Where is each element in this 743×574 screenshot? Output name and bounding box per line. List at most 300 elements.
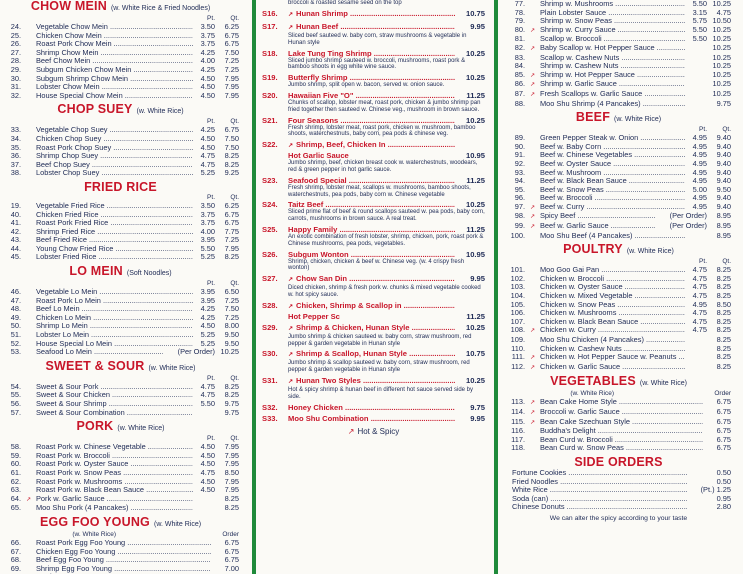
pint-price: 3.15	[692, 7, 707, 17]
quart-price: 9.40	[716, 141, 731, 151]
item-price: 0.50	[716, 467, 731, 477]
special-item	[262, 376, 485, 401]
item-name: Vegetable Lo Mein .....	[36, 288, 193, 297]
section-subtitle: (w. White Rice)	[72, 530, 117, 538]
quart-price: 9.75	[224, 399, 239, 408]
pint-price: 5.25	[200, 252, 215, 262]
item-name: Moo Shu Combination .....	[288, 414, 455, 423]
quart-price: 9.75	[716, 98, 731, 108]
quart-price: 9.40	[716, 193, 731, 203]
item-name: Baby Scallop w. Hot Pepper Sauce .....	[540, 44, 685, 53]
item-name: Sweet & Sour Pork .....	[36, 383, 193, 392]
item-price: (Pt.) 1.25	[700, 485, 731, 495]
hot-spicy-icon: ↗	[530, 419, 536, 426]
pint-price: 4.75	[692, 325, 707, 335]
section-heading	[506, 243, 731, 258]
item-name: Roast Pork Egg Foo Young .....	[36, 539, 211, 548]
pint-label: Pt.	[207, 193, 215, 201]
quart-price: 7.50	[224, 133, 239, 143]
hot-spicy-icon: ↗	[347, 426, 355, 436]
menu-item	[506, 436, 731, 445]
special-item	[262, 140, 485, 174]
item-name: Shrimp Egg Foo Young .....	[36, 565, 211, 574]
pint-price: 3.95	[200, 287, 215, 297]
section-subtitle: (w. White Rice)	[148, 364, 196, 372]
quart-price: 10.25	[712, 0, 731, 8]
quart-price: 7.95	[224, 485, 239, 495]
item-name: Beef w. Oyster Sauce .....	[540, 160, 685, 169]
menu-item	[506, 427, 731, 436]
menu-item	[2, 92, 239, 101]
item-name: Chow San Din .....	[296, 274, 455, 283]
hot-spicy-icon: ↗	[288, 378, 294, 385]
pint-price: 3.75	[200, 30, 215, 40]
item-name: Shrimp & Chicken, Hunan Style .....	[296, 323, 455, 332]
item-number: 68.	[10, 555, 21, 565]
special-item	[262, 225, 485, 248]
quart-price: 8.25	[716, 265, 731, 275]
item-name: Chicken Lo Mein .....	[36, 314, 193, 323]
item-price: 10.25	[465, 200, 485, 210]
item-number: 36.	[10, 151, 21, 161]
item-price: 10.25	[465, 48, 485, 58]
item-name: Roast Pork Lo Mein .....	[36, 297, 193, 306]
item-description: Sliced prime flat of beef & round scallops sauteed w. pea pods, baby corn, carrots, mushrooms in brown sauce. A real treat.	[288, 209, 485, 223]
quart-price: 7.95	[224, 243, 239, 253]
item-description: Hot & spicy shrimp & hunan beef in different hot sauce served side by side.	[288, 386, 473, 400]
item-number: 86.	[514, 79, 525, 89]
hot-spicy-legend	[262, 427, 485, 436]
special-item	[262, 116, 485, 139]
hot-spicy-icon: ↗	[530, 27, 536, 34]
item-number: 98.	[514, 211, 525, 221]
special-item-row	[262, 73, 485, 82]
item-name: Fried Noodles .....	[506, 478, 687, 487]
special-item-row	[262, 250, 485, 259]
menu-item	[506, 326, 731, 336]
item-price: 11.25	[466, 224, 485, 234]
item-name: Chicken w. Black Bean Sauce .....	[540, 318, 685, 327]
menu-item	[2, 504, 239, 513]
quart-price: 8.25	[224, 503, 239, 513]
item-number: S27.	[262, 274, 278, 284]
quart-price: 8.95	[716, 230, 731, 240]
menu-item	[2, 253, 239, 262]
section-heading	[506, 456, 731, 469]
item-name: Shrimp w. Mushrooms .....	[540, 0, 685, 9]
menu-item	[506, 363, 731, 373]
special-item	[262, 22, 485, 47]
item-name-continued	[262, 151, 485, 160]
pint-price: 3.75	[200, 218, 215, 228]
pint-price: 4.50	[200, 73, 215, 83]
item-number: 65.	[10, 503, 21, 513]
item-number: 43.	[10, 235, 21, 245]
menu-item	[506, 418, 731, 428]
pint-price: 4.75	[692, 282, 707, 292]
item-number: 77.	[514, 0, 525, 8]
quart-price: 9.40	[716, 158, 731, 168]
hot-spicy-icon: ↗	[288, 12, 294, 18]
quart-price: 8.25	[716, 361, 731, 371]
left-column	[0, 0, 247, 574]
item-number: S33.	[262, 413, 278, 423]
quart-price: 10.25	[712, 69, 731, 79]
item-name: Buddha's Delight .....	[540, 427, 703, 436]
item-name: Beef Egg Foo Young .....	[36, 556, 211, 565]
pint-label: Pt.	[699, 126, 707, 134]
quart-price: 9.50	[224, 330, 239, 340]
item-number: S31.	[262, 375, 278, 385]
item-name: Shrimp Chow Mein .....	[36, 49, 193, 58]
order-label: Order	[714, 390, 731, 398]
special-item	[262, 349, 485, 374]
pint-price: 4.75	[692, 291, 707, 301]
quart-price: 8.50	[716, 299, 731, 309]
menu-item	[2, 169, 239, 178]
item-name: House Special Chow Mein .....	[36, 92, 193, 101]
quart-price: 8.00	[224, 321, 239, 331]
menu-item	[2, 409, 239, 418]
item-number: 67.	[10, 546, 21, 556]
item-number: S22.	[262, 140, 278, 150]
item-name: Beef w. Baby Corn .....	[540, 143, 685, 152]
quart-price: 6.75	[224, 39, 239, 49]
item-name: Chicken w. Oyster Sauce .....	[540, 283, 685, 292]
item-name: Roast Pork Fried Rice .....	[36, 219, 193, 228]
legend-label: Hot & Spicy	[357, 426, 400, 436]
item-number: S16.	[262, 9, 278, 18]
item-number: 100.	[510, 230, 525, 240]
pint-price: 4.50	[200, 142, 215, 152]
item-name: Subgum Shrimp Chow Mein .....	[36, 75, 193, 84]
item-price: 10.95	[465, 151, 485, 161]
item-price: 6.75	[716, 434, 731, 444]
item-name: Chicken w. Mixed Vegetable .....	[540, 292, 685, 301]
item-name: Lobster Lo Mein .....	[36, 331, 193, 340]
price-column-header	[2, 531, 239, 539]
item-number: 89.	[514, 133, 525, 143]
section-heading	[506, 375, 731, 390]
item-name: Beef Lo Mein .....	[36, 305, 193, 314]
special-item-row	[262, 91, 485, 100]
item-number: 64.	[10, 493, 21, 503]
item-name: Plain Lobster Sauce .....	[540, 9, 685, 18]
section-title: CHOW MEIN	[30, 0, 107, 13]
item-name: Lobster Chop Suey .....	[36, 169, 193, 178]
item-name: White Rice .....	[506, 486, 687, 495]
menu-item	[506, 44, 731, 54]
item-number: 48.	[10, 304, 21, 314]
quart-price: 8.25	[716, 273, 731, 283]
pint-price: 5.50	[692, 34, 707, 44]
item-number: 103.	[510, 282, 525, 292]
pint-price: 4.95	[692, 176, 707, 186]
item-price: 7.00	[224, 563, 239, 573]
quart-price: 8.25	[224, 151, 239, 161]
quart-label: Qt.	[722, 126, 731, 134]
pint-price: 4.25	[200, 304, 215, 314]
item-name: Moo Shu Chicken (4 Pancakes) .....	[540, 336, 685, 345]
section-subtitle: (Soft Noodles)	[126, 270, 172, 278]
item-name: Beef Chop Suey .....	[36, 161, 193, 170]
item-number: 82.	[514, 42, 525, 52]
quart-price: 7.25	[224, 312, 239, 322]
quart-label: Qt.	[722, 258, 731, 266]
quart-label: Qt.	[230, 435, 239, 443]
menu-item	[506, 469, 731, 478]
quart-price: 9.40	[716, 133, 731, 143]
item-name: Seafood Lo Mein .....	[36, 348, 163, 357]
item-name: Hot Pepper Sc	[288, 311, 340, 321]
section-heading	[2, 516, 239, 531]
special-item-row	[262, 301, 485, 312]
hot-spicy-icon: ↗	[288, 25, 294, 31]
quart-price: 7.95	[224, 90, 239, 100]
quart-price: 7.25	[224, 295, 239, 305]
quart-label: Qt.	[230, 193, 239, 201]
special-item	[262, 414, 485, 423]
item-description: broccoli & roasted sesame seed on the top	[288, 0, 402, 6]
item-name: Subgum Wonton .....	[288, 250, 455, 259]
item-number: 38.	[10, 168, 21, 178]
quart-price: 7.95	[224, 82, 239, 92]
quart-price: 7.75	[224, 226, 239, 236]
hot-spicy-icon: ↗	[530, 409, 536, 416]
quart-price: 8.25	[224, 381, 239, 391]
item-name: Shrimp w. Cashew Nuts .....	[540, 62, 685, 71]
item-number: S21.	[262, 115, 278, 125]
pint-price: 5.25	[200, 338, 215, 348]
item-name: Scallop w. Cashew Nuts .....	[540, 54, 685, 63]
quart-price: 7.50	[224, 142, 239, 152]
item-number: 79.	[514, 16, 525, 26]
pint-price: 4.75	[692, 316, 707, 326]
pint-price: 3.50	[200, 22, 215, 31]
quart-price: 4.75	[716, 7, 731, 17]
item-number: 35.	[10, 142, 21, 152]
item-name: Roast Pork w. Black Bean Sauce .....	[36, 486, 193, 495]
right-column	[500, 0, 743, 574]
item-number: 85.	[514, 69, 525, 79]
item-name: Four Seasons .....	[288, 116, 455, 125]
item-number: 118.	[511, 443, 525, 453]
item-name: Bean Curd w. Snow Peas .....	[540, 444, 703, 453]
item-number: 53.	[10, 347, 21, 357]
item-name: Shrimp w. Snow Peas .....	[540, 17, 685, 26]
item-name: Roast Pork Chop Suey .....	[36, 144, 193, 153]
quart-price: 7.25	[224, 235, 239, 245]
item-name: Chicken w. Hot Pepper Sauce w. Peanuts .....	[540, 353, 685, 362]
quart-price: 6.75	[224, 209, 239, 219]
item-price: 10.25	[465, 375, 485, 385]
item-name: Beef w. Chinese Vegetables .....	[540, 151, 685, 160]
pint-price: 4.50	[200, 485, 215, 495]
pint-price: 5.25	[200, 330, 215, 340]
item-number: 96.	[514, 193, 525, 203]
item-name: Young Chow Fried Rice .....	[36, 245, 193, 254]
special-item	[262, 200, 485, 223]
item-number: 29.	[10, 64, 21, 74]
pint-price: 4.50	[200, 459, 215, 469]
item-name: Chicken w. Broccoli .....	[540, 275, 685, 284]
special-item-row	[262, 225, 485, 234]
item-name: Fresh Scallops w. Garlic Sauce .....	[540, 90, 685, 99]
pint-price: 4.75	[200, 381, 215, 391]
item-number: 112.	[511, 361, 525, 371]
special-item-row	[262, 9, 485, 20]
item-name: Sweet & Sour Shrimp .....	[36, 400, 193, 409]
item-price: 9.95	[470, 413, 485, 423]
quart-label: Qt.	[230, 15, 239, 22]
item-name: Hunan Beef .....	[296, 22, 455, 31]
item-name: Roast Pork w. Broccoli .....	[36, 452, 193, 461]
item-number: 99.	[514, 221, 525, 231]
quart-price: 6.25	[224, 200, 239, 210]
pint-label: Pt.	[207, 280, 215, 288]
menu-item	[2, 556, 239, 565]
menu-item	[506, 100, 731, 109]
item-number: 91.	[514, 150, 525, 160]
item-number: 57.	[10, 407, 21, 417]
item-number: 50.	[10, 321, 21, 331]
item-price: 6.75	[716, 406, 731, 416]
item-name: Fortune Cookies .....	[506, 469, 687, 478]
quart-price: 10.25	[712, 52, 731, 62]
item-number: 28.	[10, 56, 21, 66]
section-heading	[506, 111, 731, 126]
item-number: 102.	[510, 273, 525, 283]
hot-spicy-icon: ↗	[288, 303, 294, 310]
item-name: Roast Pork Chow Mein .....	[36, 40, 193, 49]
item-number: 109.	[510, 335, 525, 344]
pint-price: 4.25	[200, 47, 215, 57]
quart-price: 9.40	[716, 150, 731, 160]
pint-price: 4.50	[200, 90, 215, 100]
quart-price: 7.95	[224, 442, 239, 452]
section-heading	[2, 103, 239, 118]
pint-price: 4.95	[692, 141, 707, 151]
item-number: S18.	[262, 48, 278, 58]
pint-price: 3.95	[200, 295, 215, 305]
quart-price: 9.40	[716, 176, 731, 186]
special-item	[262, 176, 485, 199]
side-orders-list	[506, 469, 731, 512]
item-number: S24.	[262, 200, 278, 210]
item-name: Shrimp w. Garlic Sauce .....	[540, 80, 685, 89]
special-item-row	[262, 49, 485, 58]
item-name: Taitz Beef .....	[288, 200, 455, 209]
pint-price: 4.95	[692, 201, 707, 211]
section-title: EGG FOO YOUNG	[39, 514, 150, 529]
item-name: Sweet & Sour Combination .....	[36, 409, 193, 418]
item-name: Chicken, Shrimp & Scallop in .....	[296, 301, 455, 310]
pint-price: 4.75	[200, 467, 215, 477]
item-name: Beef Fried Rice .....	[36, 236, 193, 245]
item-number: S32.	[262, 402, 278, 412]
item-name: Chicken w. Curry .....	[540, 326, 685, 335]
pint-price: 4.50	[200, 476, 215, 486]
menu-item	[506, 486, 731, 495]
item-number: 90.	[514, 141, 525, 151]
hot-spicy-icon: ↗	[530, 400, 536, 407]
item-name: Vegetable Fried Rice .....	[36, 202, 193, 211]
item-name: Beef Chow Mein .....	[36, 57, 193, 66]
item-name: Chicken Chop Suey .....	[36, 135, 193, 144]
quart-price: 9.75	[224, 407, 239, 417]
order-label: Order	[222, 530, 239, 538]
quart-price: 8.25	[716, 325, 731, 335]
menu-item	[2, 400, 239, 409]
quart-price: 8.25	[716, 335, 731, 344]
special-item-row	[262, 414, 485, 423]
special-item-row	[262, 274, 485, 285]
special-item-row	[262, 116, 485, 125]
hot-spicy-icon: ↗	[530, 204, 536, 211]
item-number: 59.	[10, 450, 21, 460]
item-name: Roast Pork w. Mushrooms .....	[36, 478, 193, 487]
section-title: LO MEIN	[69, 264, 123, 279]
item-description: Shrimp, chicken, chicken & beef w. Chinese veg. (w. 4 crispy fresh wonton)	[288, 258, 465, 272]
pint-price: 4.75	[200, 390, 215, 400]
item-number: 58.	[10, 442, 21, 452]
item-name: Lake Tung Ting Shrimp .....	[288, 49, 455, 58]
item-number: 115.	[511, 416, 525, 426]
item-price: 0.95	[716, 493, 731, 503]
item-name: Chicken Chow Mein .....	[36, 32, 193, 41]
pint-price: 3.50	[200, 200, 215, 210]
quart-price: 9.50	[716, 184, 731, 194]
pint-price: 4.00	[200, 56, 215, 66]
item-name: Beef w. Curry .....	[540, 203, 685, 212]
item-name: Vegetable Chow Mein .....	[36, 23, 193, 32]
item-description: Jumbo shrimp & chicken sauteed w. baby corn, straw mushroom, red pepper & garden vegetable in Hunan style	[288, 333, 472, 347]
item-price: 10.25	[465, 73, 485, 83]
section-subtitle: (w. White Rice)	[639, 380, 687, 388]
quart-price: 10.50	[712, 16, 731, 26]
item-name: Chicken Fried Rice .....	[36, 211, 193, 220]
item-number: S19.	[262, 73, 278, 83]
item-description: Fresh shrimp, lobster meat, scallops w. mushrooms, bamboo shoots, waterchestnuts, pea pods, baby corn w. Chinese vegetable	[288, 184, 471, 198]
item-number: 54.	[10, 381, 21, 391]
pint-price: 4.50	[200, 133, 215, 143]
item-price: 6.75	[716, 443, 731, 453]
item-name: Moo Shu Shrimp (4 Pancakes) .....	[540, 100, 685, 109]
item-number: 55.	[10, 390, 21, 400]
menu-item	[506, 345, 731, 354]
item-name: Spicy Beef .....	[540, 212, 655, 221]
special-item-row	[262, 22, 485, 33]
item-price: 9.95	[470, 22, 485, 31]
menu-item	[506, 478, 731, 487]
menu-item	[2, 565, 239, 574]
item-number: 61.	[10, 467, 21, 477]
item-name: Honey Chicken .....	[288, 403, 455, 412]
menu-item	[2, 486, 239, 495]
item-price: 10.25	[465, 115, 485, 125]
special-item	[262, 323, 485, 348]
section-title: VEGETABLES	[550, 374, 636, 389]
item-price: 6.75	[716, 397, 731, 407]
item-number: 117.	[511, 434, 525, 444]
item-number: 45.	[10, 252, 21, 262]
hot-spicy-icon: ↗	[26, 496, 32, 503]
hot-spicy-icon: ↗	[530, 328, 536, 335]
item-number: 24.	[10, 22, 21, 31]
item-name: Green Pepper Steak w. Onion .....	[540, 134, 685, 143]
item-name: Shrimp w. Curry Sauce .....	[540, 26, 685, 35]
pint-price: 3.75	[200, 209, 215, 219]
